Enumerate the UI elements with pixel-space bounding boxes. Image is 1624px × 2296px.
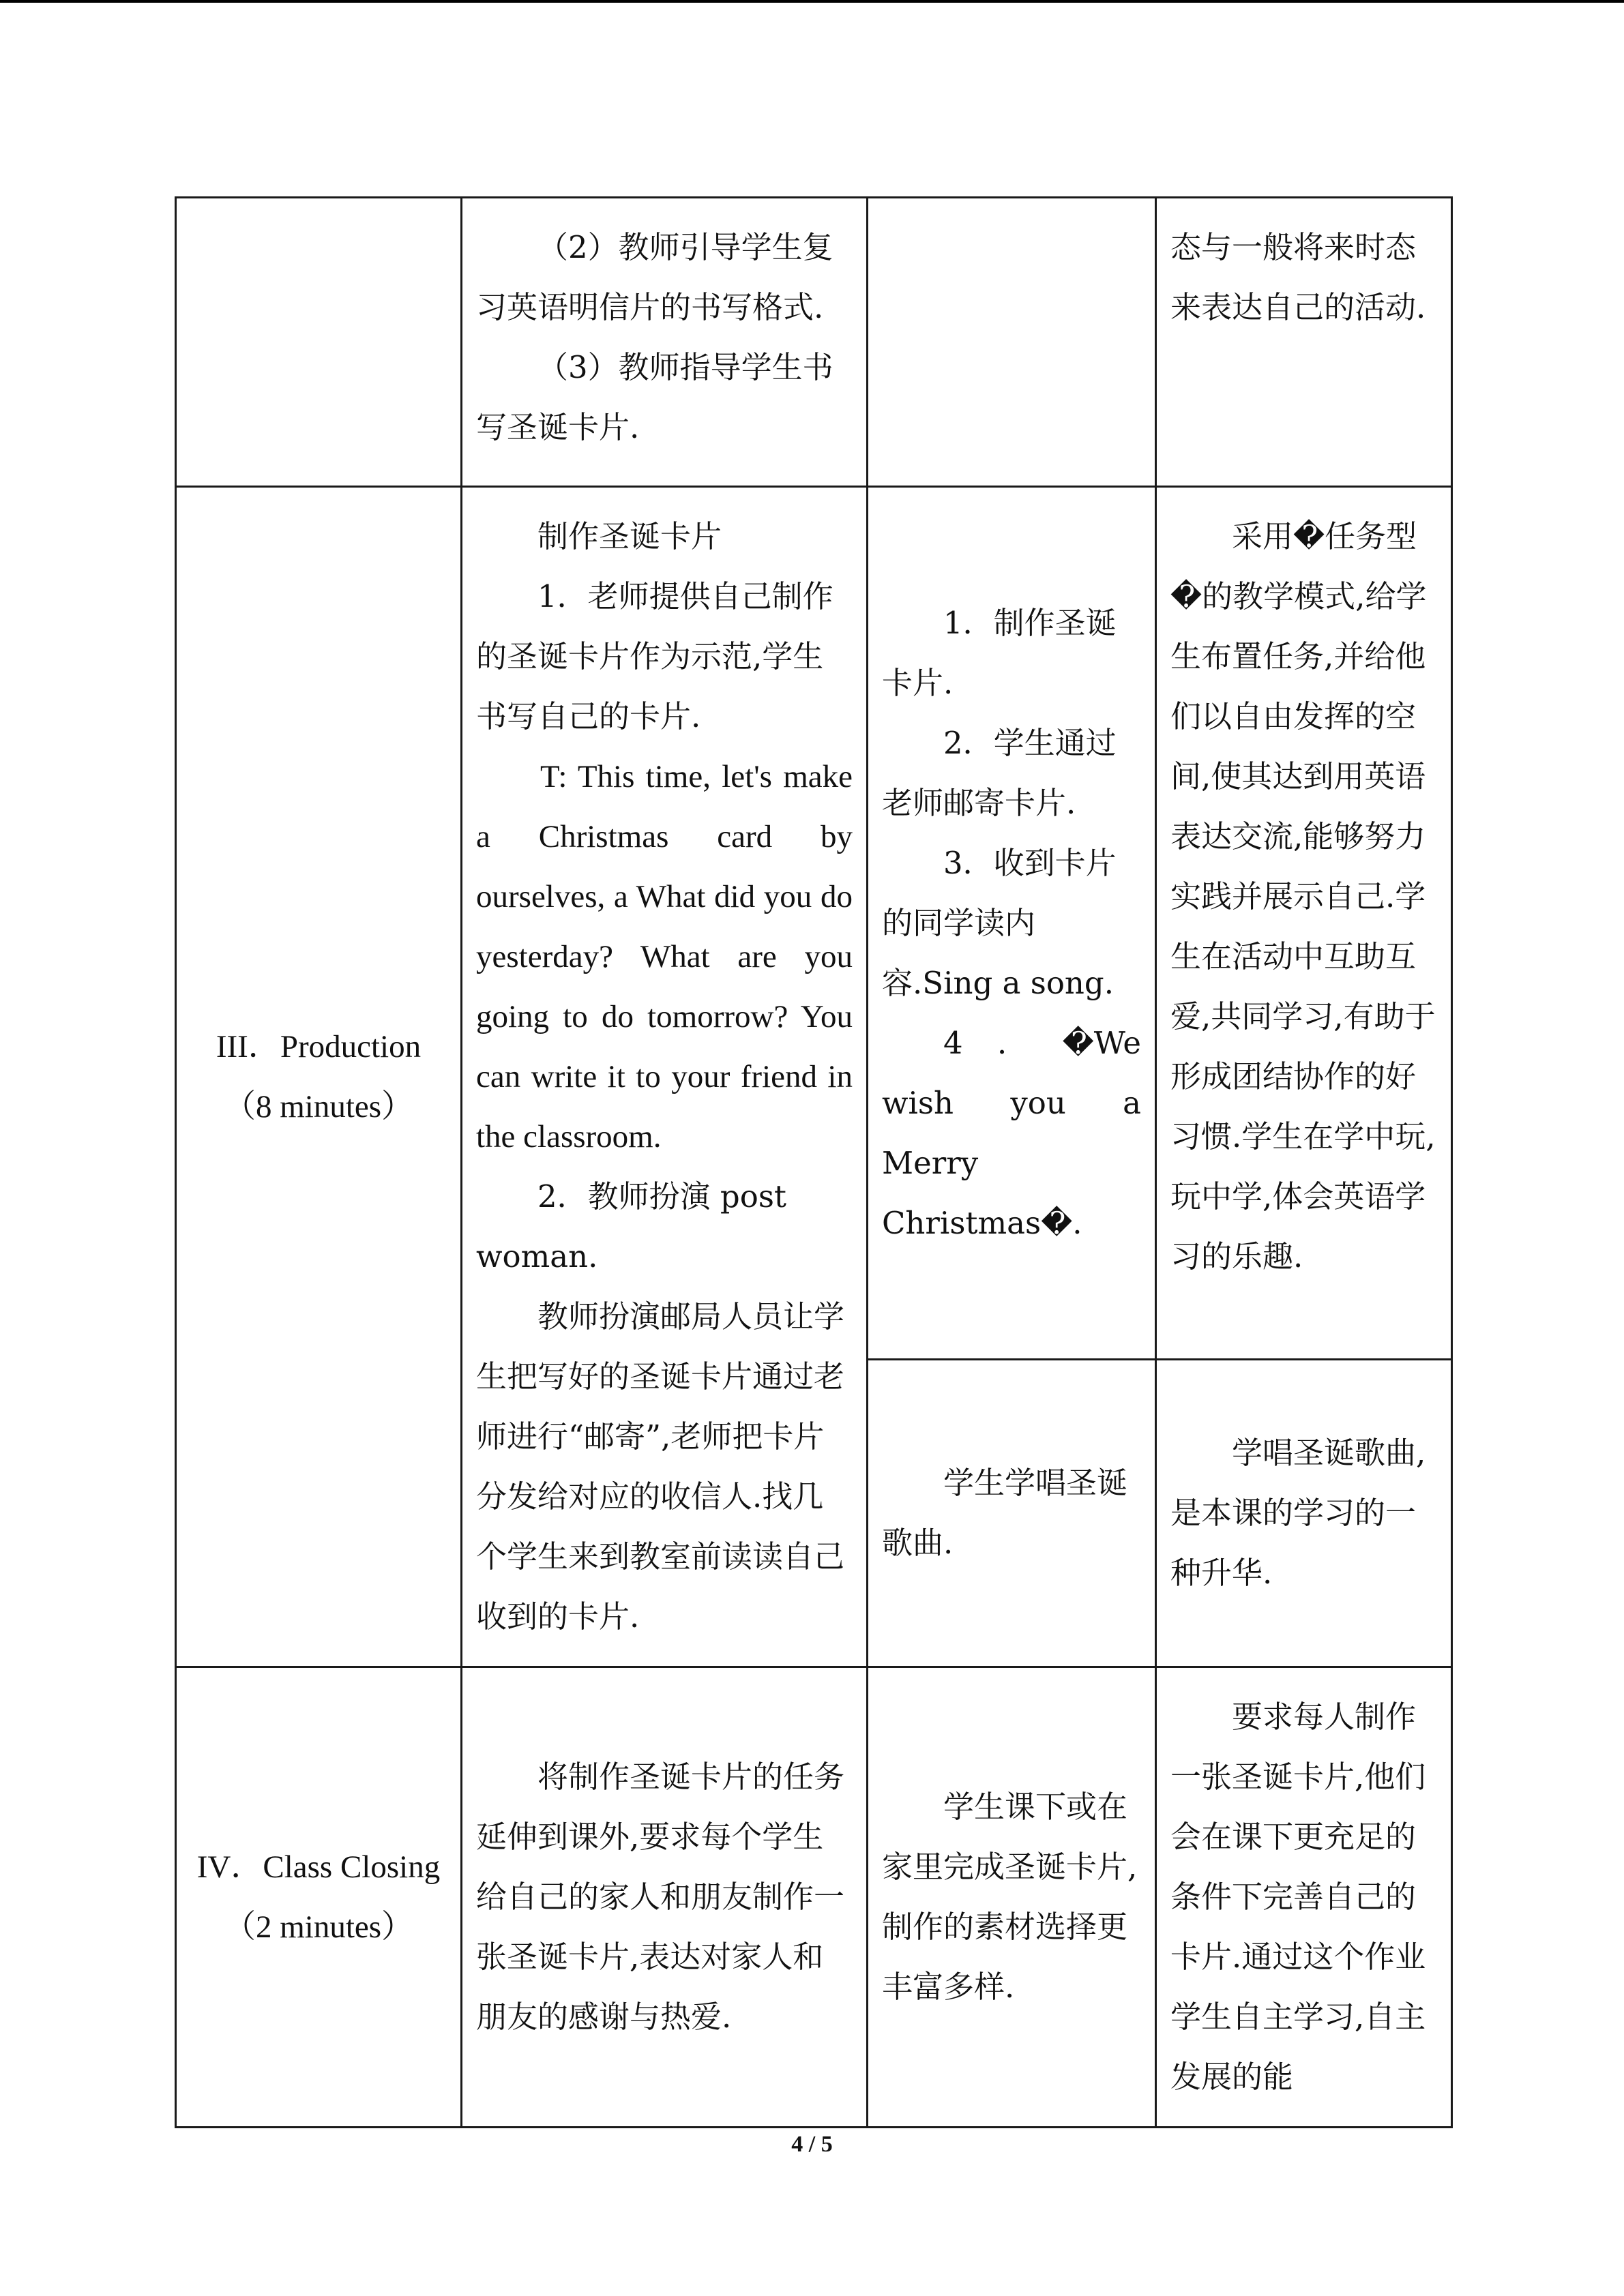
table-row	[176, 487, 1452, 1360]
student-activity-paragraph: 2．学生通过老师邮寄卡片.	[882, 724, 1117, 821]
stage-cell	[176, 487, 462, 1667]
purpose-paragraph: 学唱圣诞歌曲,是本课的学习的一种升华.	[1170, 1435, 1426, 1592]
purpose-cell	[1156, 487, 1452, 1360]
table-row	[176, 198, 1452, 487]
teacher-activity-cell	[462, 487, 868, 1667]
purpose-paragraph: 采用�任务型�的教学模式,给学生布置任务,并给他们以自由发挥的空间,使其达到用英语表达交流,能够努力实践并展示自己.学生在活动中互助互爱,共同学习,有助于形成团结协作的好习惯.学生在学中玩,玩中学,体会英语学习的乐趣.	[1170, 518, 1436, 1274]
stage-duration: （8 minutes）	[223, 1089, 414, 1124]
student-activity-paragraph: 3．收到卡片的同学读内容.Sing a song.	[882, 844, 1117, 1001]
purpose-paragraph: 态与一般将来时态来表达自己的活动.	[1170, 229, 1426, 325]
page-number: 4 / 5	[791, 2132, 833, 2157]
student-activity-paragraph: 学生课下或在家里完成圣诞卡片,制作的素材选择更丰富多样.	[882, 1789, 1138, 2005]
teacher-activity-cell	[462, 198, 868, 487]
stage-cell	[176, 1667, 462, 2128]
purpose-cell	[1156, 198, 1452, 487]
teacher-activity-cell	[462, 1667, 868, 2128]
stage-name: IV．Class Closing	[196, 1849, 441, 1885]
stage-cell-empty	[176, 198, 462, 487]
teacher-activity-paragraph: （3）教师指导学生书写圣诞卡片.	[476, 349, 833, 445]
student-activity-cell	[868, 487, 1156, 1360]
teacher-activity-paragraph: 1．老师提供自己制作的圣诞卡片作为示范,学生书写自己的卡片.	[476, 578, 833, 734]
teacher-activity-title: 制作圣诞卡片	[537, 518, 722, 554]
teacher-activity-paragraph: 教师扮演邮局人员让学生把写好的圣诞卡片通过老师进行“邮寄”,老师把卡片分发给对应的收信人.找几个学生来到教室前读读自己收到的卡片.	[476, 1298, 845, 1635]
student-activity-cell-empty	[868, 198, 1156, 487]
teacher-activity-paragraph: 2．教师扮演 post woman.	[476, 1178, 787, 1274]
purpose-cell	[1156, 1667, 1452, 2128]
lesson-plan-table	[175, 196, 1453, 2128]
stage-duration: （2 minutes）	[223, 1909, 414, 1945]
student-activity-cell	[868, 1360, 1156, 1667]
student-activity-cell	[868, 1667, 1156, 2128]
purpose-paragraph: 要求每人制作一张圣诞卡片,他们会在课下更充足的条件下完善自己的卡片.通过这个作业学生自主学习,自主发展的能	[1170, 1699, 1426, 2095]
teacher-dialogue-paragraph: T: This time, let's make a Christmas card by ourselves, a What did you do yesterday? What are you going to do tomorrow? You can write it to your friend in the classroom.	[476, 759, 853, 1154]
student-activity-paragraph: 学生学唱圣诞歌曲.	[882, 1465, 1128, 1562]
table-row	[176, 1667, 1452, 2128]
stage-name: III．Production	[216, 1029, 422, 1064]
student-activity-paragraph: 1．制作圣诞卡片.	[882, 604, 1117, 701]
page-top-border	[0, 0, 1624, 3]
purpose-cell	[1156, 1360, 1452, 1667]
student-activity-paragraph: 4．�We wish you a Merry Christmas�.	[882, 1024, 1141, 1241]
teacher-activity-paragraph: （2）教师引导学生复习英语明信片的书写格式.	[476, 229, 833, 325]
teacher-activity-paragraph: 将制作圣诞卡片的任务延伸到课外,要求每个学生给自己的家人和朋友制作一张圣诞卡片,表达对家人和朋友的感谢与热爱.	[476, 1759, 845, 2035]
